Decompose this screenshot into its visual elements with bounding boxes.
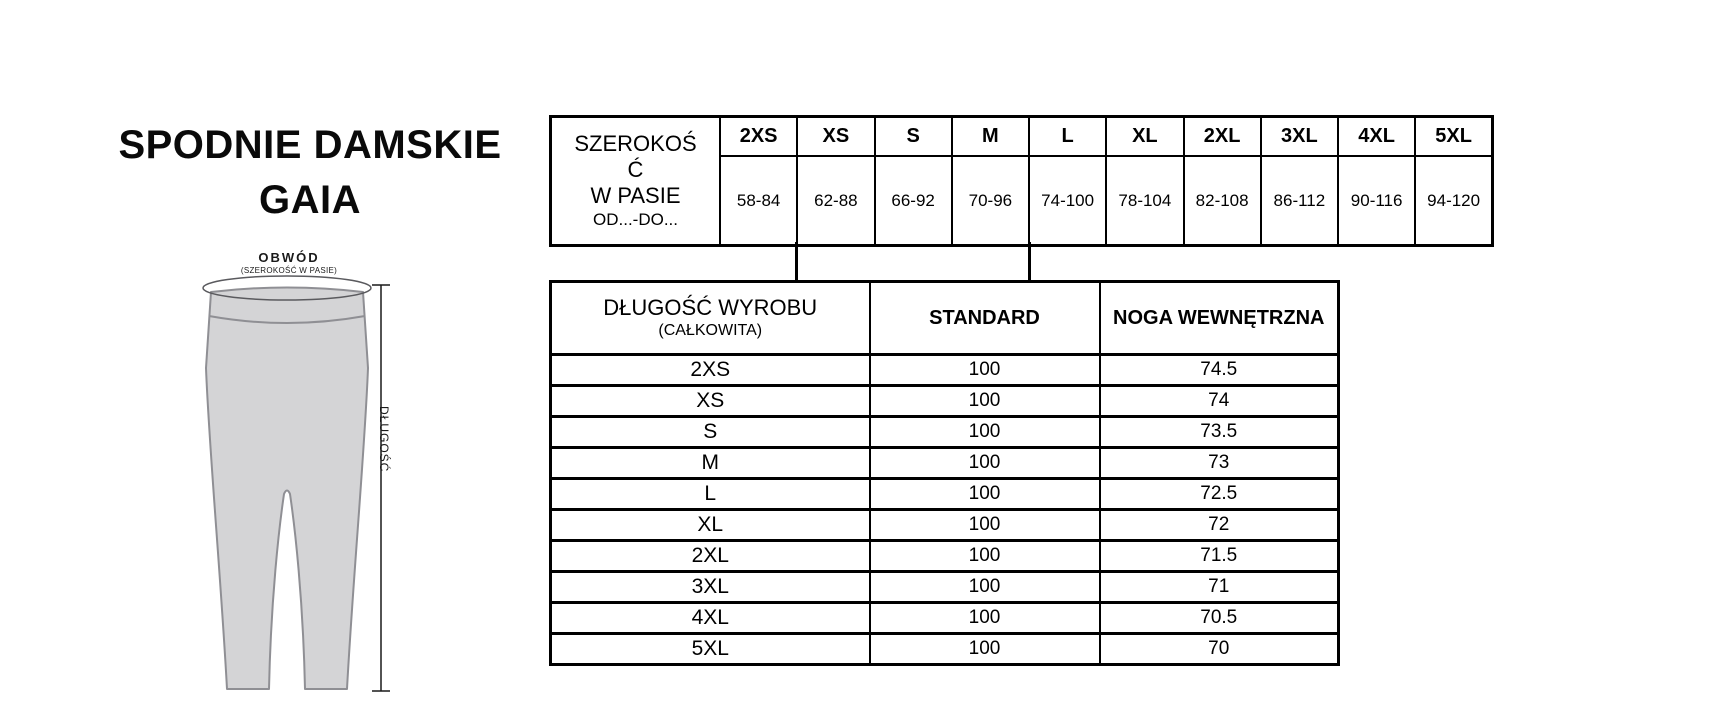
size-header-cell: XS bbox=[797, 117, 874, 157]
size-header-cell: 4XL bbox=[1338, 117, 1415, 157]
product-length-header-line1: DŁUGOŚĆ WYROBU bbox=[603, 295, 818, 320]
page-title-line2: GAIA bbox=[259, 178, 361, 222]
row-size-cell: 3XL bbox=[551, 572, 870, 603]
waist-circumference-sublabel: (SZEROKOŚĆ W PASIE) bbox=[240, 266, 338, 275]
length-table-row bbox=[551, 510, 1339, 541]
row-size-cell: S bbox=[551, 417, 870, 448]
product-length-header-cell bbox=[551, 282, 870, 355]
waist-header-line-1: SZEROKOŚ bbox=[574, 131, 697, 156]
size-header-cell: 2XL bbox=[1184, 117, 1261, 157]
pants-illustration-icon bbox=[195, 268, 395, 713]
row-size-cell: M bbox=[551, 448, 870, 479]
length-table-row bbox=[551, 417, 1339, 448]
waist-range-cell: 94-120 bbox=[1415, 156, 1492, 246]
row-size-cell: 2XS bbox=[551, 355, 870, 386]
size-header-cell: S bbox=[875, 117, 952, 157]
length-table-row bbox=[551, 603, 1339, 634]
size-header-cell: XL bbox=[1106, 117, 1183, 157]
length-table-row bbox=[551, 572, 1339, 603]
length-table-row bbox=[551, 541, 1339, 572]
row-size-cell: XL bbox=[551, 510, 870, 541]
waist-range-cell: 74-100 bbox=[1029, 156, 1106, 246]
row-size-cell: 2XL bbox=[551, 541, 870, 572]
size-header-cell: 2XS bbox=[720, 117, 797, 157]
waist-width-table bbox=[549, 115, 1494, 247]
size-header-cell: L bbox=[1029, 117, 1106, 157]
row-inner-leg-cell: 74 bbox=[1100, 386, 1339, 417]
row-size-cell: 4XL bbox=[551, 603, 870, 634]
row-standard-cell: 100 bbox=[870, 572, 1100, 603]
product-length-table bbox=[549, 280, 1340, 666]
row-standard-cell: 100 bbox=[870, 355, 1100, 386]
page-title bbox=[60, 118, 560, 228]
row-standard-cell: 100 bbox=[870, 386, 1100, 417]
waist-range-cell: 82-108 bbox=[1184, 156, 1261, 246]
waist-table-header-cell bbox=[551, 117, 721, 246]
row-inner-leg-cell: 74.5 bbox=[1100, 355, 1339, 386]
inner-leg-header-cell: NOGA WEWNĘTRZNA bbox=[1100, 282, 1339, 355]
size-header-cell: 5XL bbox=[1415, 117, 1492, 157]
size-header-cell: M bbox=[952, 117, 1029, 157]
row-size-cell: L bbox=[551, 479, 870, 510]
row-inner-leg-cell: 72.5 bbox=[1100, 479, 1339, 510]
row-inner-leg-cell: 72 bbox=[1100, 510, 1339, 541]
page-title-line1: SPODNIE DAMSKIE bbox=[118, 123, 502, 167]
table-connector-line-left bbox=[795, 242, 798, 280]
row-size-cell: 5XL bbox=[551, 634, 870, 665]
length-table-row bbox=[551, 448, 1339, 479]
waist-header-line-4: OD...-DO... bbox=[593, 210, 678, 229]
waist-header-line-3: W PASIE bbox=[590, 183, 681, 208]
waist-header-line-2: Ć bbox=[627, 157, 644, 182]
row-standard-cell: 100 bbox=[870, 541, 1100, 572]
row-size-cell: XS bbox=[551, 386, 870, 417]
waist-range-cell: 78-104 bbox=[1106, 156, 1183, 246]
row-standard-cell: 100 bbox=[870, 417, 1100, 448]
table-connector-line-right bbox=[1028, 242, 1031, 280]
standard-header-cell: STANDARD bbox=[870, 282, 1100, 355]
length-dimension-label: DŁUGOŚĆ bbox=[377, 406, 391, 473]
waist-range-cell: 86-112 bbox=[1261, 156, 1338, 246]
waist-range-cell: 62-88 bbox=[797, 156, 874, 246]
row-inner-leg-cell: 73.5 bbox=[1100, 417, 1339, 448]
waist-range-cell: 58-84 bbox=[720, 156, 797, 246]
pants-body-shape bbox=[206, 288, 368, 690]
row-inner-leg-cell: 70.5 bbox=[1100, 603, 1339, 634]
length-table-row bbox=[551, 355, 1339, 386]
length-table-row bbox=[551, 386, 1339, 417]
waist-range-cell: 90-116 bbox=[1338, 156, 1415, 246]
size-header-cell: 3XL bbox=[1261, 117, 1338, 157]
row-inner-leg-cell: 70 bbox=[1100, 634, 1339, 665]
row-inner-leg-cell: 73 bbox=[1100, 448, 1339, 479]
row-inner-leg-cell: 71 bbox=[1100, 572, 1339, 603]
waist-circumference-label: OBWÓD bbox=[258, 250, 320, 265]
row-standard-cell: 100 bbox=[870, 510, 1100, 541]
row-standard-cell: 100 bbox=[870, 479, 1100, 510]
length-table-row bbox=[551, 479, 1339, 510]
waist-range-cell: 70-96 bbox=[952, 156, 1029, 246]
row-standard-cell: 100 bbox=[870, 603, 1100, 634]
waist-range-cell: 66-92 bbox=[875, 156, 952, 246]
row-standard-cell: 100 bbox=[870, 634, 1100, 665]
product-length-header-line2: (CAŁKOWITA) bbox=[658, 322, 763, 339]
row-inner-leg-cell: 71.5 bbox=[1100, 541, 1339, 572]
length-table-row bbox=[551, 634, 1339, 665]
row-standard-cell: 100 bbox=[870, 448, 1100, 479]
